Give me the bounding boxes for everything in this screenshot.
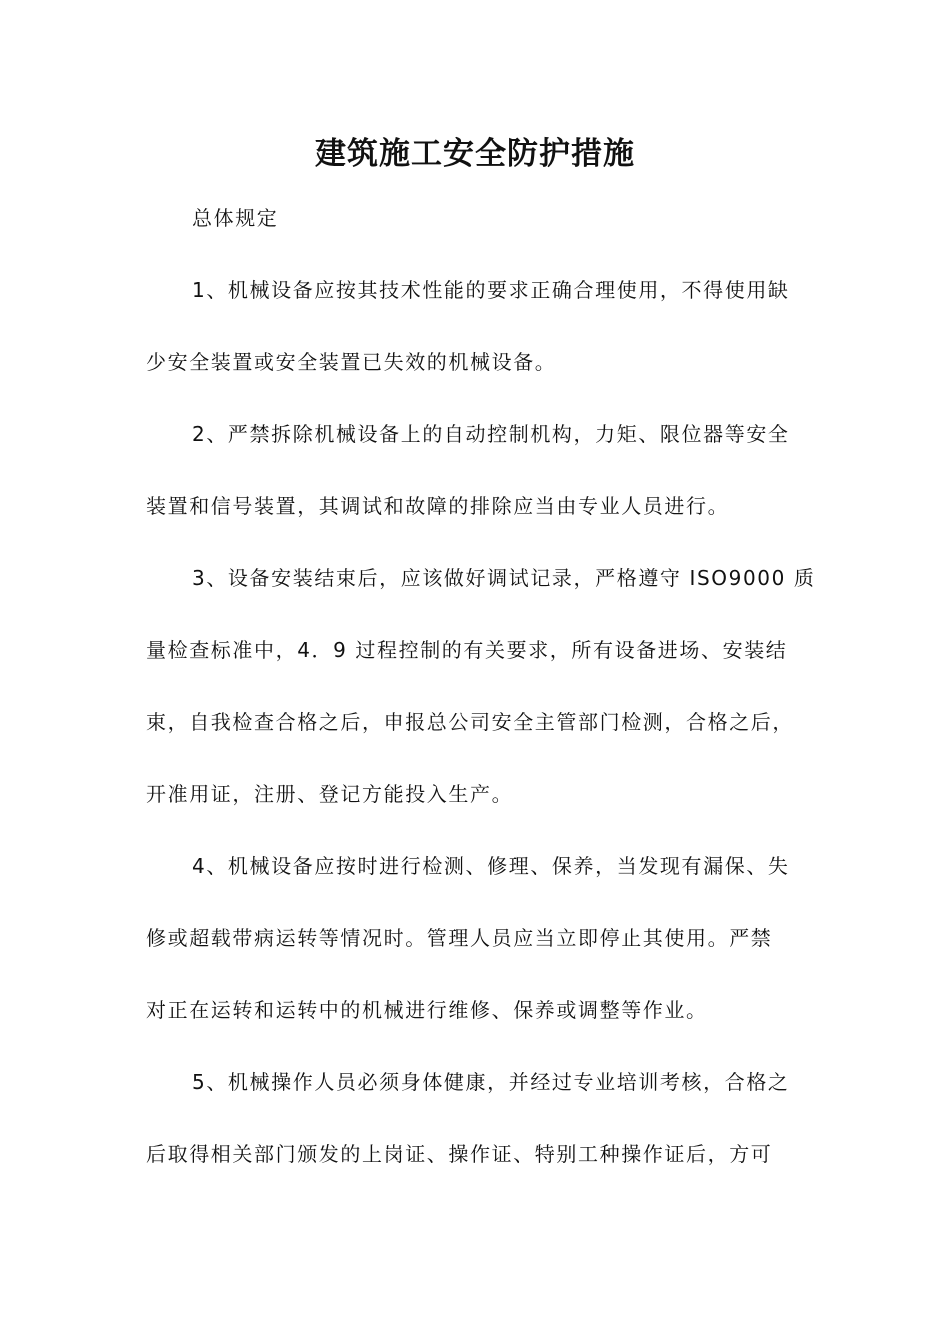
paragraph-line: 少安全装置或安全装置已失效的机械设备。	[146, 350, 557, 374]
paragraph-line: 对正在运转和运转中的机械进行维修、保养或调整等作业。	[146, 998, 708, 1022]
paragraph-line: 4、机械设备应按时进行检测、修理、保养，当发现有漏保、失	[192, 854, 790, 878]
paragraph-line: 5、机械操作人员必须身体健康，并经过专业培训考核，合格之	[192, 1070, 790, 1094]
paragraph-line: 2、严禁拆除机械设备上的自动控制机构，力矩、限位器等安全	[192, 422, 790, 446]
document-body	[146, 182, 822, 1190]
paragraph-line: 3、设备安装结束后，应该做好调试记录，严格遵守 ISO9000 质	[192, 566, 816, 590]
paragraph-line: 1、机械设备应按其技术性能的要求正确合理使用，不得使用缺	[192, 278, 790, 302]
paragraph-line: 修或超载带病运转等情况时。管理人员应当立即停止其使用。严禁	[146, 926, 773, 950]
document-title: 建筑施工安全防护措施	[315, 136, 635, 172]
paragraph-line: 量检查标准中，4．9 过程控制的有关要求，所有设备进场、安装结	[146, 638, 788, 662]
paragraph-line: 束，自我检查合格之后，申报总公司安全主管部门检测，合格之后，	[146, 710, 794, 734]
paragraph-line: 后取得相关部门颁发的上岗证、操作证、特别工种操作证后，方可	[146, 1142, 773, 1166]
section-heading: 总体规定	[192, 206, 279, 230]
paragraph-line: 装置和信号装置，其调试和故障的排除应当由专业人员进行。	[146, 494, 730, 518]
paragraph-line: 开准用证，注册、登记方能投入生产。	[146, 782, 514, 806]
